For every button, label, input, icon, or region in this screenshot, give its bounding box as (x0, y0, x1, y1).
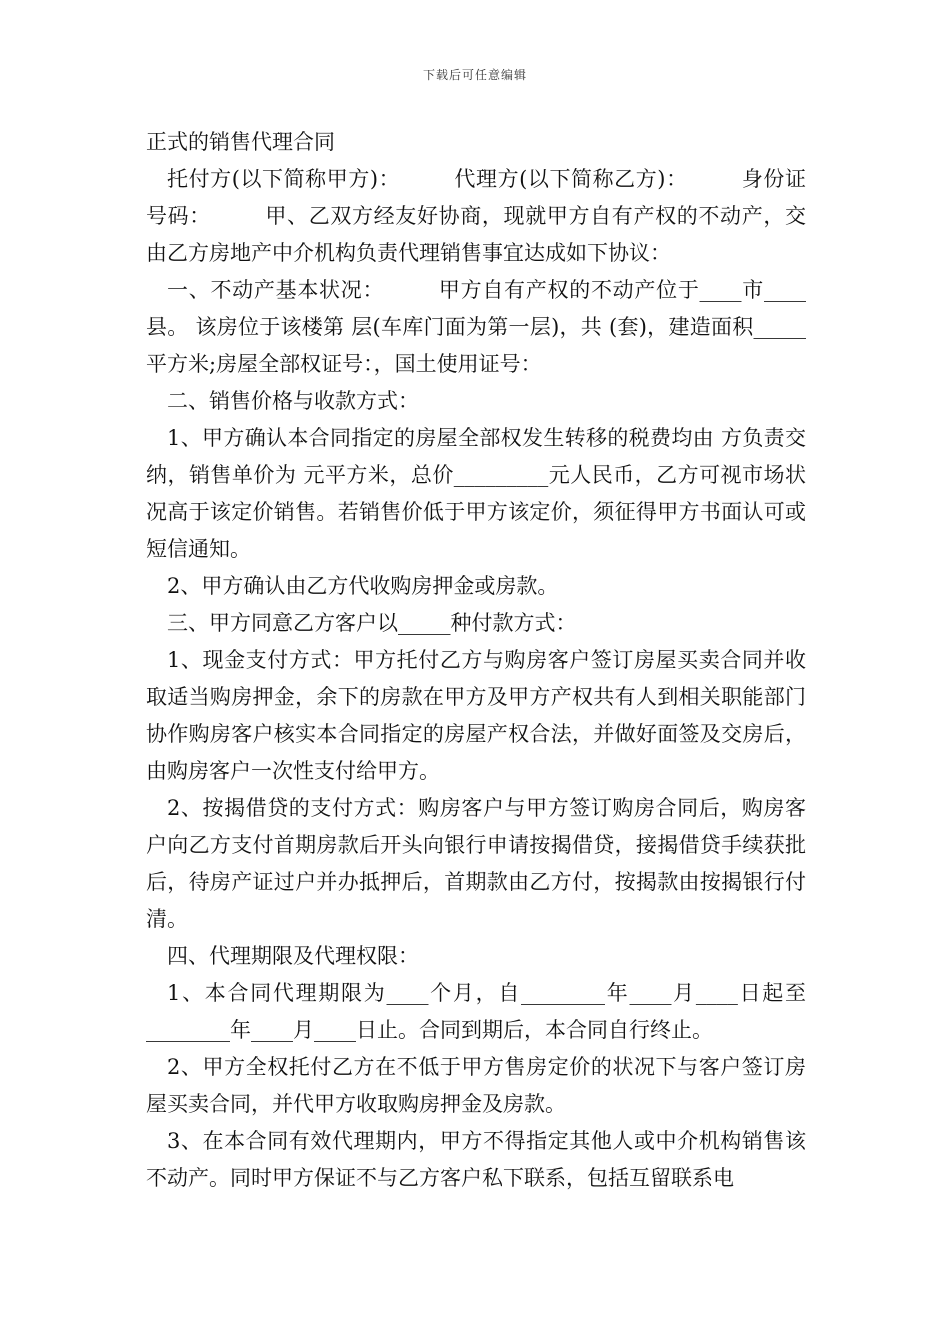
paragraph-term-2: 2、甲方全权托付乙方在不低于甲方售房定价的状况下与客户签订房屋买卖合同，并代甲方收取购房押金及房款。 (146, 1055, 806, 1116)
paragraph-payment-cash: 1、现金支付方式：甲方托付乙方与购房客户签订房屋买卖合同并收取适当购房押金，余下的房款在甲方及甲方产权共有人到相关职能部门协作购房客户核实本合同指定的房屋产权合法，并做好面签及交房后，由购房客户一次性支付给甲方。 (146, 648, 806, 783)
paragraph-payment-mortgage: 2、按揭借贷的支付方式：购房客户与甲方签订购房合同后，购房客户向乙方支付首期房款后开头向银行申请按揭借贷，接揭借贷手续获批后，待房产证过户并办抵押后，首期款由乙方付，按揭款由按揭银行付清。 (146, 796, 806, 931)
paragraph-term-1: 1、本合同代理期限为____个月，自________年____月____日起至________年____月____日止。合同到期后，本合同自行终止。 (146, 981, 806, 1042)
page-header-note: 下载后可任意编辑 (422, 68, 527, 82)
contract-body (146, 124, 806, 1197)
document-title: 正式的销售代理合同 (146, 130, 335, 154)
section-heading-term: 四、代理期限及代理权限： (167, 944, 419, 968)
section-heading-payment: 三、甲方同意乙方客户以_____种付款方式： (167, 611, 577, 635)
paragraph-price-1: 1、甲方确认本合同指定的房屋全部权发生转移的税费均由 方负责交纳，销售单价为 元平方米，总价_________元人民币，乙方可视市场状况高于该定价销售。若销售价低于甲方该定价，须征得甲方书面认可或短信通知。 (146, 426, 806, 561)
paragraph-parties: 托付方(以下简称甲方)： 代理方(以下简称乙方)： 身份证号码： 甲、乙双方经友好协商，现就甲方自有产权的不动产，交由乙方房地产中介机构负责代理销售事宜达成如下协议： (146, 167, 806, 265)
paragraph-price-2: 2、甲方确认由乙方代收购房押金或房款。 (167, 574, 559, 598)
paragraph-property-status: 一、不动产基本状况： 甲方自有产权的不动产位于____市____县。 该房位于该楼第 层(车库门面为第一层)，共 (套)，建造面积_____平方米;房屋全部权证号：，国土使用证号： (146, 278, 806, 376)
section-heading-price: 二、销售价格与收款方式： (167, 389, 419, 413)
paragraph-term-3: 3、在本合同有效代理期内，甲方不得指定其他人或中介机构销售该不动产。同时甲方保证不与乙方客户私下联系，包括互留联系电 (146, 1129, 806, 1190)
